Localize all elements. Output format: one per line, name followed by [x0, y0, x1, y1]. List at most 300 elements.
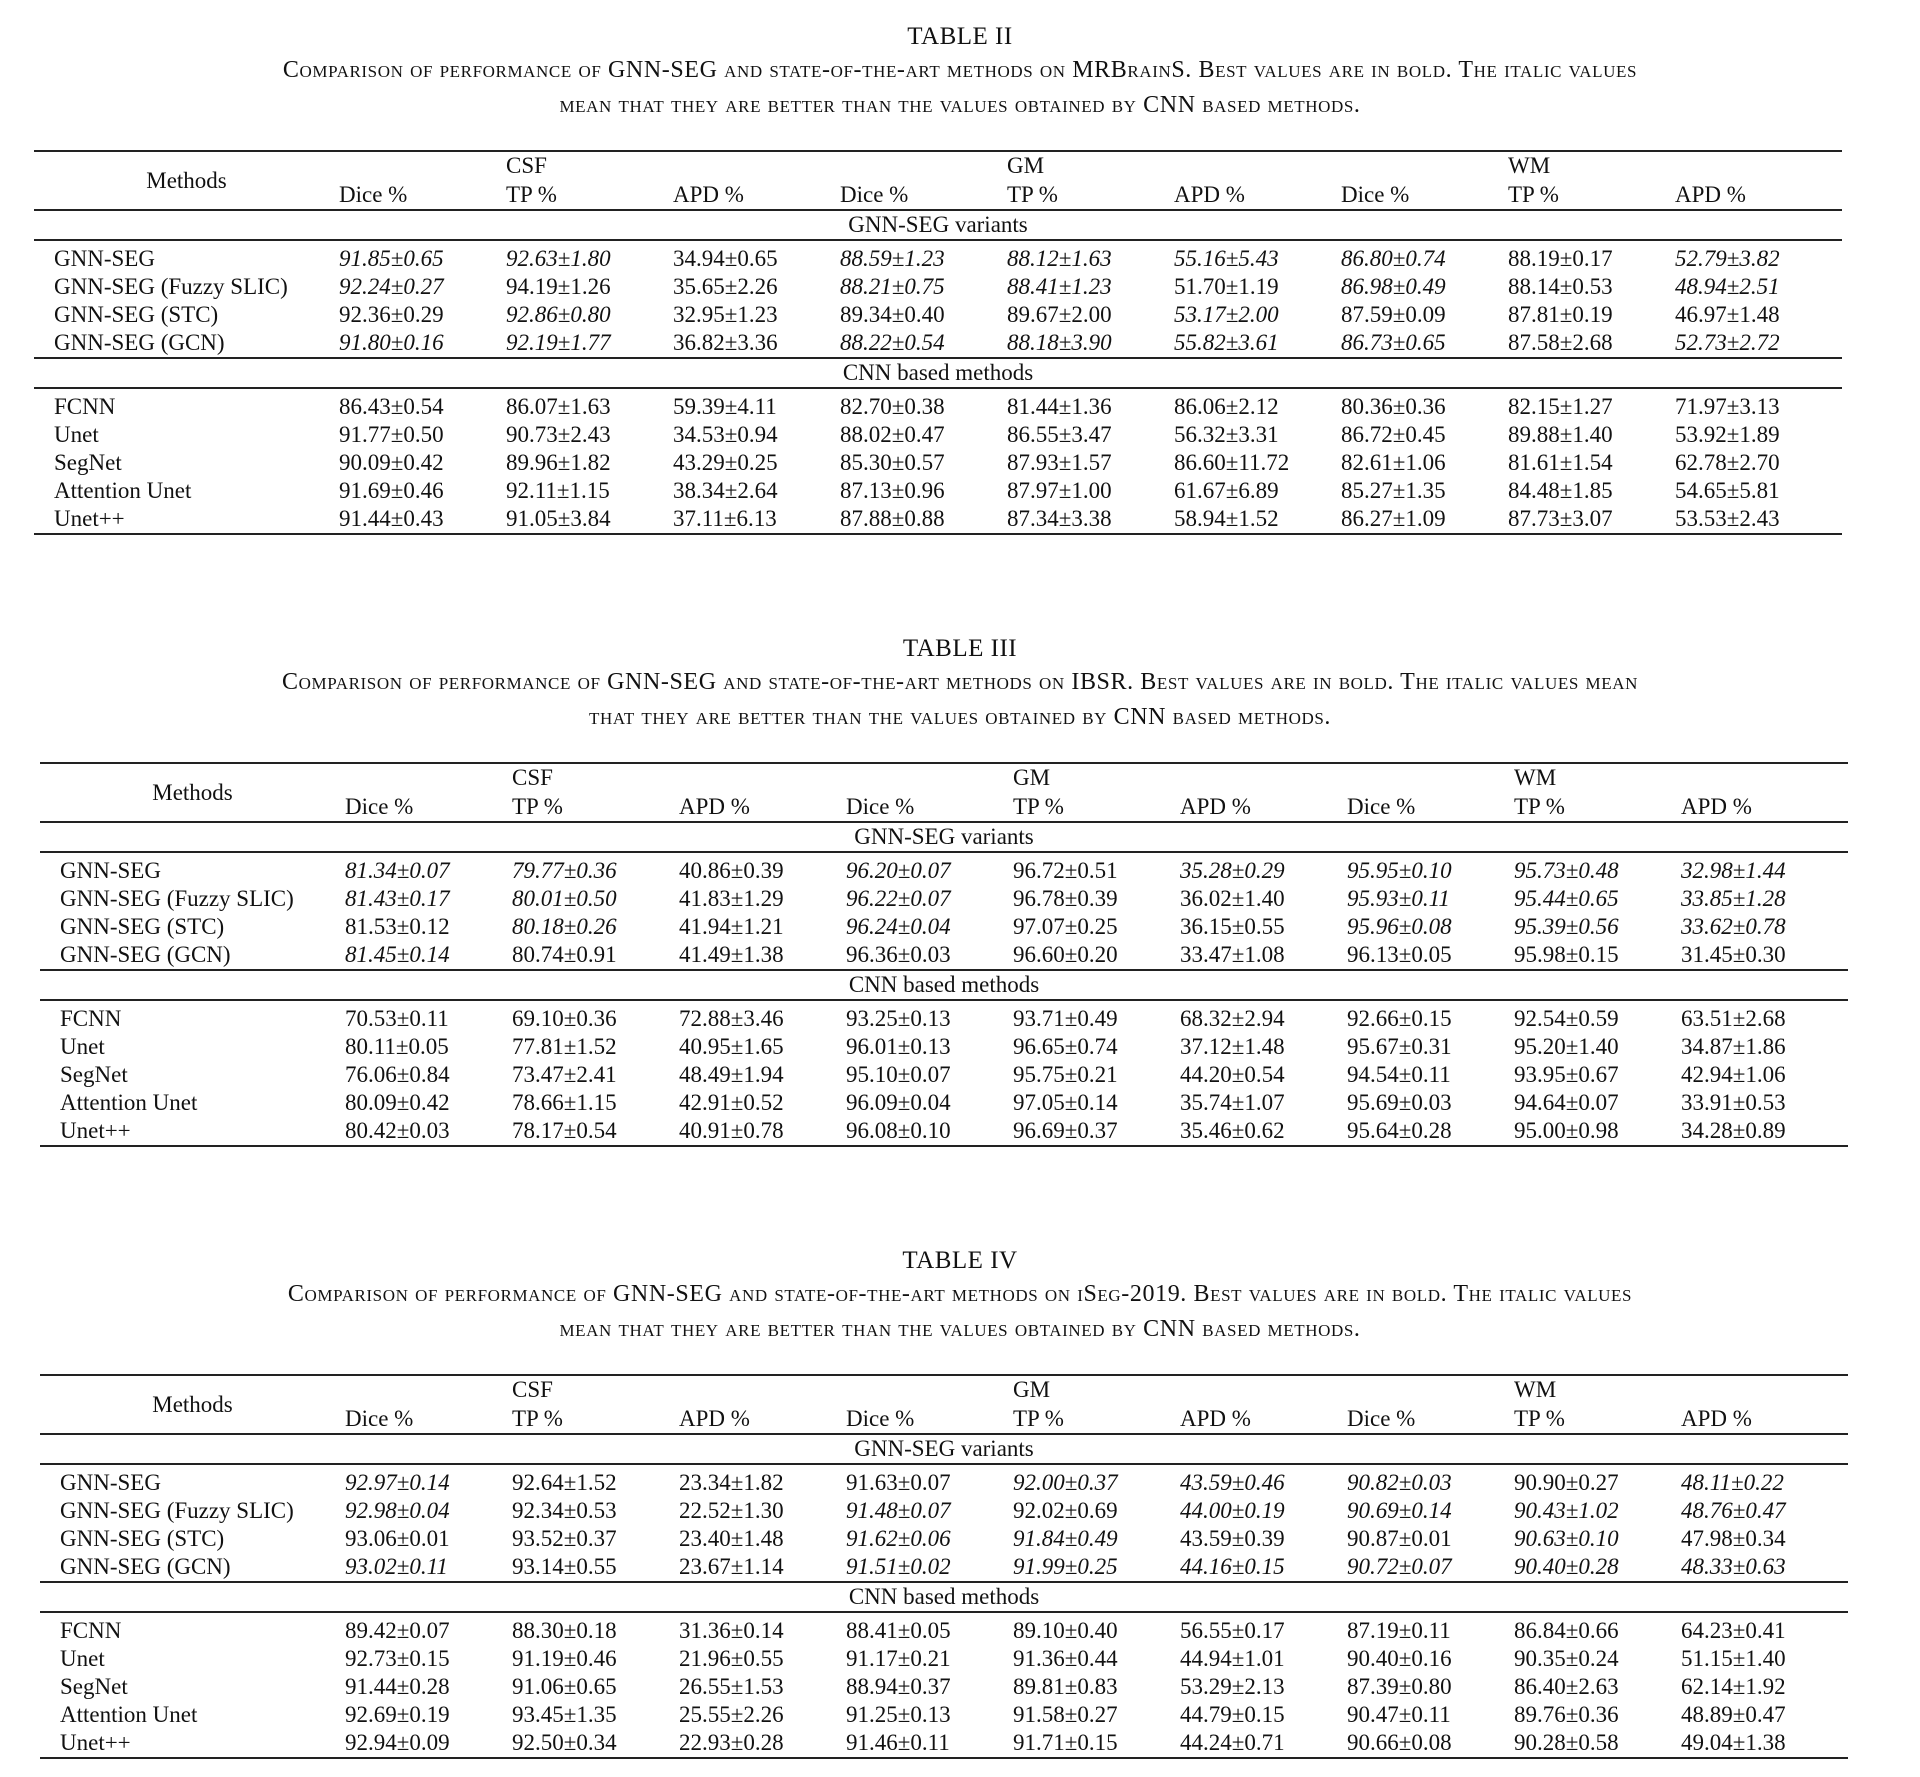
- metric-header: TP %: [1514, 1404, 1681, 1434]
- table-caption-line1: Comparison of performance of GNN-SEG and state-of-the-art methods on iSeg-2019. Best values are in bold. The italic values: [287, 1281, 1633, 1307]
- metric-cell: 96.13±0.05: [1347, 942, 1452, 967]
- metric-cell: 78.66±1.15: [512, 1090, 617, 1115]
- metric-cell: 40.86±0.39: [679, 858, 784, 883]
- group-label: GNN-SEG variants: [34, 210, 1842, 240]
- metric-cell: 46.97±1.48: [1675, 302, 1780, 327]
- metric-cell: 95.10±0.07: [846, 1062, 951, 1087]
- table-row: [40, 913, 1848, 941]
- metric-cell: 59.39±4.11: [673, 394, 777, 419]
- metric-cell: 40.95±1.65: [679, 1034, 784, 1059]
- metric-cell: 71.97±3.13: [1675, 394, 1780, 419]
- table-row: [40, 1000, 1848, 1033]
- metric-cell: 85.27±1.35: [1341, 478, 1446, 503]
- metric-cell: 22.93±0.28: [679, 1729, 846, 1758]
- metric-cell: 90.63±0.10: [1514, 1526, 1619, 1551]
- metric-cell: 91.51±0.02: [846, 1554, 951, 1579]
- header-spacer: [1180, 1375, 1347, 1404]
- metric-cell: 90.40±0.28: [1514, 1554, 1619, 1579]
- metric-cell: 33.47±1.08: [1180, 942, 1285, 967]
- metric-cell: 47.98±0.34: [1681, 1526, 1786, 1551]
- metric-cell: 44.20±0.54: [1180, 1062, 1285, 1087]
- metric-cell: 96.69±0.37: [1013, 1117, 1180, 1146]
- method-name: GNN-SEG (GCN): [54, 330, 225, 355]
- table-row: [40, 1645, 1848, 1673]
- group-header: WM: [1508, 151, 1675, 180]
- metric-cell: 97.07±0.25: [1013, 914, 1118, 939]
- metric-cell: 93.52±0.37: [512, 1526, 617, 1551]
- metric-cell: 23.67±1.14: [679, 1554, 784, 1579]
- table-row: [34, 505, 1842, 534]
- metric-cell: 96.65±0.74: [1013, 1034, 1118, 1059]
- table-row: [40, 1673, 1848, 1701]
- metric-cell: 89.67±2.00: [1007, 302, 1112, 327]
- metric-cell: 91.19±0.46: [512, 1646, 617, 1671]
- metric-cell: 35.65±2.26: [673, 274, 778, 299]
- metric-cell: 92.11±1.15: [506, 478, 610, 503]
- metric-cell: 95.20±1.40: [1514, 1034, 1619, 1059]
- table-title: TABLE III: [902, 635, 1018, 662]
- metric-cell: 52.73±2.72: [1675, 330, 1780, 355]
- metric-cell: 89.42±0.07: [345, 1618, 450, 1643]
- metric-cell: 48.11±0.22: [1681, 1470, 1784, 1495]
- metric-cell: 92.64±1.52: [512, 1470, 617, 1495]
- metric-cell: 96.36±0.03: [846, 942, 951, 967]
- metric-cell: 90.69±0.14: [1347, 1498, 1452, 1523]
- header-spacer: [1347, 1375, 1514, 1404]
- metric-cell: 88.22±0.54: [840, 330, 945, 355]
- table-row: [40, 1553, 1848, 1582]
- group-header: GM: [1013, 1375, 1180, 1404]
- metric-cell: 95.73±0.48: [1514, 858, 1619, 883]
- metric-cell: 88.21±0.75: [840, 274, 945, 299]
- method-name: Unet++: [34, 505, 339, 534]
- metric-cell: 48.89±0.47: [1681, 1702, 1786, 1727]
- metric-cell: 95.00±0.98: [1514, 1117, 1681, 1146]
- metric-header: Dice %: [840, 180, 1007, 210]
- metric-cell: 41.94±1.21: [679, 914, 784, 939]
- group-label: GNN-SEG variants: [40, 822, 1848, 852]
- metric-cell: 80.09±0.42: [345, 1090, 450, 1115]
- metric-cell: 90.35±0.24: [1514, 1646, 1619, 1671]
- metric-cell: 92.73±0.15: [345, 1646, 450, 1671]
- metric-cell: 91.48±0.07: [846, 1498, 951, 1523]
- table-row: [40, 1061, 1848, 1089]
- metric-cell: 87.39±0.80: [1347, 1674, 1452, 1699]
- metric-cell: 79.77±0.36: [512, 858, 617, 883]
- metric-cell: 26.55±1.53: [679, 1674, 784, 1699]
- metric-cell: 44.94±1.01: [1180, 1646, 1285, 1671]
- metric-cell: 93.06±0.01: [345, 1526, 450, 1551]
- metric-cell: 95.67±0.31: [1347, 1034, 1452, 1059]
- method-name: GNN-SEG (Fuzzy SLIC): [60, 1498, 294, 1523]
- metric-cell: 58.94±1.52: [1174, 505, 1341, 534]
- metric-cell: 62.78±2.70: [1675, 450, 1780, 475]
- metric-cell: 91.69±0.46: [339, 478, 444, 503]
- metric-cell: 56.32±3.31: [1174, 422, 1279, 447]
- table-block-iii: [30, 634, 1890, 1143]
- table-row: [40, 1033, 1848, 1061]
- table-caption-line2: mean that they are better than the values obtained by CNN based methods.: [559, 1316, 1361, 1342]
- metric-cell: 38.34±2.64: [673, 478, 778, 503]
- method-name: Unet++: [40, 1117, 345, 1146]
- methods-header: Methods: [40, 763, 345, 822]
- metric-cell: 82.15±1.27: [1508, 394, 1613, 419]
- metric-cell: 89.76±0.36: [1514, 1702, 1619, 1727]
- header-spacer: [1341, 151, 1508, 180]
- metric-cell: 91.44±0.43: [339, 505, 506, 534]
- metric-cell: 92.19±1.77: [506, 330, 611, 355]
- metric-cell: 54.65±5.81: [1675, 478, 1780, 503]
- metric-cell: 61.67±6.89: [1174, 478, 1279, 503]
- metric-cell: 80.01±0.50: [512, 886, 617, 911]
- table-row: [40, 1525, 1848, 1553]
- metric-cell: 88.41±1.23: [1007, 274, 1112, 299]
- metric-cell: 36.02±1.40: [1180, 886, 1285, 911]
- metric-cell: 93.95±0.67: [1514, 1062, 1619, 1087]
- metric-cell: 49.04±1.38: [1681, 1729, 1848, 1758]
- table-title: TABLE II: [907, 23, 1013, 50]
- header-spacer: [846, 763, 1013, 792]
- metric-cell: 33.91±0.53: [1681, 1090, 1786, 1115]
- metric-cell: 96.72±0.51: [1013, 858, 1118, 883]
- metric-cell: 90.40±0.16: [1347, 1646, 1452, 1671]
- metric-cell: 91.05±3.84: [506, 505, 673, 534]
- method-name: FCNN: [60, 1618, 122, 1643]
- metric-cell: 89.88±1.40: [1508, 422, 1613, 447]
- metric-cell: 56.55±0.17: [1180, 1618, 1285, 1643]
- metric-cell: 81.45±0.14: [345, 942, 450, 967]
- metric-cell: 69.10±0.36: [512, 1006, 617, 1031]
- metric-cell: 93.25±0.13: [846, 1006, 951, 1031]
- table-caption-line1: Comparison of performance of GNN-SEG and state-of-the-art methods on IBSR. Best values are in bold. The italic values mean: [282, 669, 1638, 695]
- metric-cell: 72.88±3.46: [679, 1006, 784, 1031]
- metric-cell: 40.91±0.78: [679, 1117, 846, 1146]
- metric-cell: 34.87±1.86: [1681, 1034, 1786, 1059]
- metric-cell: 87.93±1.57: [1007, 450, 1112, 475]
- metric-cell: 23.34±1.82: [679, 1470, 784, 1495]
- metric-cell: 52.79±3.82: [1675, 246, 1780, 271]
- metric-cell: 41.49±1.38: [679, 942, 784, 967]
- table-row: [34, 329, 1842, 358]
- metric-cell: 42.94±1.06: [1681, 1062, 1786, 1087]
- header-spacer: [1681, 763, 1848, 792]
- metric-cell: 91.85±0.65: [339, 246, 444, 271]
- metric-header: APD %: [1180, 792, 1347, 822]
- table-block-ii: [30, 22, 1890, 531]
- metric-cell: 62.14±1.92: [1681, 1674, 1786, 1699]
- metric-cell: 86.72±0.45: [1341, 422, 1446, 447]
- group-header: CSF: [512, 1375, 679, 1404]
- header-row-groups: [40, 763, 1848, 792]
- metric-cell: 37.11±6.13: [673, 505, 840, 534]
- group-header: WM: [1514, 1375, 1681, 1404]
- metric-cell: 96.22±0.07: [846, 886, 951, 911]
- table-title: TABLE IV: [902, 1247, 1018, 1274]
- metric-cell: 87.88±0.88: [840, 505, 1007, 534]
- table-row: [34, 388, 1842, 421]
- metric-cell: 92.97±0.14: [345, 1470, 450, 1495]
- metric-header: APD %: [673, 180, 840, 210]
- metric-cell: 81.43±0.17: [345, 886, 450, 911]
- table-caption-line2: mean that they are better than the values obtained by CNN based methods.: [559, 92, 1361, 118]
- metric-cell: 44.16±0.15: [1180, 1554, 1285, 1579]
- metric-cell: 90.28±0.58: [1514, 1729, 1681, 1758]
- group-header: GM: [1013, 763, 1180, 792]
- metric-cell: 64.23±0.41: [1681, 1618, 1786, 1643]
- metric-cell: 68.32±2.94: [1180, 1006, 1285, 1031]
- metric-cell: 92.34±0.53: [512, 1498, 617, 1523]
- metric-cell: 91.25±0.13: [846, 1702, 951, 1727]
- group-label: CNN based methods: [40, 970, 1848, 1000]
- metric-cell: 93.14±0.55: [512, 1554, 617, 1579]
- metric-cell: 43.59±0.39: [1180, 1526, 1285, 1551]
- metric-cell: 88.41±0.05: [846, 1618, 951, 1643]
- metric-cell: 81.61±1.54: [1508, 450, 1613, 475]
- metric-cell: 34.94±0.65: [673, 246, 778, 271]
- table-row: [40, 1497, 1848, 1525]
- metric-header: TP %: [1508, 180, 1675, 210]
- results-table: [40, 762, 1848, 1147]
- method-name: Attention Unet: [60, 1090, 198, 1115]
- method-name: Unet: [60, 1646, 105, 1671]
- metric-cell: 86.80±0.74: [1341, 246, 1446, 271]
- method-name: Attention Unet: [54, 478, 192, 503]
- metric-cell: 70.53±0.11: [345, 1006, 449, 1031]
- metric-cell: 90.66±0.08: [1347, 1729, 1514, 1758]
- metric-cell: 95.69±0.03: [1347, 1090, 1452, 1115]
- group-label: CNN based methods: [40, 1582, 1848, 1612]
- metric-cell: 94.54±0.11: [1347, 1062, 1451, 1087]
- metric-cell: 92.94±0.09: [345, 1729, 512, 1758]
- table-row: [40, 941, 1848, 970]
- table-block-iv: [30, 1246, 1890, 1755]
- metric-cell: 96.24±0.04: [846, 914, 951, 939]
- metric-cell: 32.95±1.23: [673, 302, 778, 327]
- table-row: [40, 852, 1848, 885]
- metric-cell: 95.64±0.28: [1347, 1117, 1514, 1146]
- metric-header: TP %: [512, 792, 679, 822]
- metric-cell: 33.85±1.28: [1681, 886, 1786, 911]
- metric-cell: 91.71±0.15: [1013, 1729, 1180, 1758]
- metric-cell: 92.63±1.80: [506, 246, 611, 271]
- method-name: GNN-SEG (STC): [60, 1526, 225, 1551]
- metric-cell: 55.16±5.43: [1174, 246, 1279, 271]
- method-name: GNN-SEG: [60, 1470, 161, 1495]
- metric-cell: 87.58±2.68: [1508, 330, 1613, 355]
- metric-header: Dice %: [1347, 1404, 1514, 1434]
- methods-header: Methods: [34, 151, 339, 210]
- metric-cell: 82.61±1.06: [1341, 450, 1446, 475]
- metric-cell: 36.15±0.55: [1180, 914, 1285, 939]
- metric-header: Dice %: [846, 792, 1013, 822]
- metric-cell: 21.96±0.55: [679, 1646, 784, 1671]
- metric-header: Dice %: [1341, 180, 1508, 210]
- metric-cell: 88.59±1.23: [840, 246, 945, 271]
- metric-header: TP %: [1013, 792, 1180, 822]
- table-row: [40, 1612, 1848, 1645]
- header-row-groups: [40, 1375, 1848, 1404]
- metric-cell: 25.55±2.26: [679, 1702, 784, 1727]
- metric-cell: 81.34±0.07: [345, 858, 450, 883]
- table-row: [40, 1464, 1848, 1497]
- metric-cell: 87.81±0.19: [1508, 302, 1613, 327]
- metric-cell: 95.95±0.10: [1347, 858, 1452, 883]
- metric-cell: 91.06±0.65: [512, 1674, 617, 1699]
- metric-header: Dice %: [345, 792, 512, 822]
- metric-cell: 33.62±0.78: [1681, 914, 1786, 939]
- metric-cell: 90.73±2.43: [506, 422, 611, 447]
- metric-cell: 88.18±3.90: [1007, 330, 1112, 355]
- table-row: [34, 421, 1842, 449]
- metric-header: APD %: [679, 1404, 846, 1434]
- metric-header: Dice %: [339, 180, 506, 210]
- header-spacer: [1347, 763, 1514, 792]
- metric-cell: 92.98±0.04: [345, 1498, 450, 1523]
- metric-cell: 82.70±0.38: [840, 394, 945, 419]
- header-spacer: [345, 1375, 512, 1404]
- header-spacer: [1675, 151, 1842, 180]
- metric-cell: 95.44±0.65: [1514, 886, 1619, 911]
- group-header: GM: [1007, 151, 1174, 180]
- header-row-groups: [34, 151, 1842, 180]
- metric-cell: 88.94±0.37: [846, 1674, 951, 1699]
- metric-cell: 90.82±0.03: [1347, 1470, 1452, 1495]
- header-spacer: [345, 763, 512, 792]
- table-caption-line1: Comparison of performance of GNN-SEG and state-of-the-art methods on MRBrainS. Best values are in bold. The italic values: [282, 57, 1638, 83]
- header-spacer: [339, 151, 506, 180]
- metric-cell: 87.97±1.00: [1007, 478, 1112, 503]
- header-spacer: [679, 763, 846, 792]
- table-row: [34, 273, 1842, 301]
- metric-header: APD %: [1681, 792, 1848, 822]
- metric-cell: 92.00±0.37: [1013, 1470, 1118, 1495]
- metric-cell: 35.28±0.29: [1180, 858, 1285, 883]
- table-row: [40, 1117, 1848, 1146]
- method-name: GNN-SEG (GCN): [60, 1554, 231, 1579]
- metric-cell: 91.58±0.27: [1013, 1702, 1118, 1727]
- group-header: CSF: [512, 763, 679, 792]
- metric-cell: 90.90±0.27: [1514, 1470, 1619, 1495]
- metric-cell: 93.02±0.11: [345, 1554, 448, 1579]
- header-spacer: [1180, 763, 1347, 792]
- header-spacer: [846, 1375, 1013, 1404]
- metric-header: TP %: [1007, 180, 1174, 210]
- metric-cell: 93.45±1.35: [512, 1702, 617, 1727]
- metric-cell: 55.82±3.61: [1174, 330, 1279, 355]
- metric-header: APD %: [1180, 1404, 1347, 1434]
- metric-cell: 48.33±0.63: [1681, 1554, 1786, 1579]
- metric-cell: 87.59±0.09: [1341, 302, 1446, 327]
- metric-cell: 76.06±0.84: [345, 1062, 450, 1087]
- metric-cell: 87.13±0.96: [840, 478, 945, 503]
- group-label: CNN based methods: [34, 358, 1842, 388]
- metric-header: Dice %: [1347, 792, 1514, 822]
- metric-cell: 77.81±1.52: [512, 1034, 617, 1059]
- metric-cell: 96.01±0.13: [846, 1034, 951, 1059]
- metric-cell: 84.48±1.85: [1508, 478, 1613, 503]
- metric-cell: 96.20±0.07: [846, 858, 951, 883]
- metric-cell: 48.49±1.94: [679, 1062, 784, 1087]
- metric-cell: 81.53±0.12: [345, 914, 450, 939]
- group-row: [40, 1434, 1848, 1464]
- metric-cell: 34.28±0.89: [1681, 1117, 1848, 1146]
- header-spacer: [1681, 1375, 1848, 1404]
- metric-cell: 73.47±2.41: [512, 1062, 617, 1087]
- method-name: SegNet: [60, 1062, 128, 1087]
- method-name: Unet: [54, 422, 99, 447]
- metric-cell: 91.84±0.49: [1013, 1526, 1118, 1551]
- metric-cell: 86.27±1.09: [1341, 505, 1508, 534]
- metric-cell: 96.60±0.20: [1013, 942, 1118, 967]
- metric-cell: 63.51±2.68: [1681, 1006, 1786, 1031]
- metric-cell: 95.96±0.08: [1347, 914, 1452, 939]
- table-caption-line2: that they are better than the values obtained by CNN based methods.: [588, 704, 1331, 730]
- metric-cell: 87.34±3.38: [1007, 505, 1174, 534]
- table-row: [34, 477, 1842, 505]
- metric-cell: 92.50±0.34: [512, 1729, 679, 1758]
- method-name: GNN-SEG (GCN): [60, 942, 231, 967]
- metric-cell: 92.02±0.69: [1013, 1498, 1118, 1523]
- metric-cell: 86.07±1.63: [506, 394, 611, 419]
- metric-cell: 92.86±0.80: [506, 302, 611, 327]
- metric-cell: 92.24±0.27: [339, 274, 444, 299]
- metric-cell: 90.72±0.07: [1347, 1554, 1452, 1579]
- metric-cell: 35.74±1.07: [1180, 1090, 1285, 1115]
- table-row: [34, 301, 1842, 329]
- results-table: [40, 1374, 1848, 1759]
- metric-cell: 95.98±0.15: [1514, 942, 1619, 967]
- table-row: [40, 1701, 1848, 1729]
- metric-cell: 91.77±0.50: [339, 422, 444, 447]
- metric-header: APD %: [679, 792, 846, 822]
- metric-cell: 88.14±0.53: [1508, 274, 1613, 299]
- method-name: SegNet: [60, 1674, 128, 1699]
- metric-cell: 92.66±0.15: [1347, 1006, 1452, 1031]
- metric-cell: 92.69±0.19: [345, 1702, 450, 1727]
- metric-cell: 91.62±0.06: [846, 1526, 951, 1551]
- metric-cell: 48.76±0.47: [1681, 1498, 1786, 1523]
- metric-cell: 91.44±0.28: [345, 1674, 450, 1699]
- metric-cell: 81.44±1.36: [1007, 394, 1112, 419]
- metric-cell: 31.45±0.30: [1681, 942, 1786, 967]
- metric-cell: 43.29±0.25: [673, 450, 778, 475]
- metric-cell: 86.60±11.72: [1174, 450, 1290, 475]
- header-spacer: [840, 151, 1007, 180]
- metric-cell: 89.10±0.40: [1013, 1618, 1118, 1643]
- method-name: FCNN: [54, 394, 116, 419]
- metric-header: TP %: [506, 180, 673, 210]
- method-name: Unet++: [40, 1729, 345, 1758]
- table-row: [40, 1729, 1848, 1758]
- group-row: [40, 822, 1848, 852]
- metric-cell: 91.63±0.07: [846, 1470, 951, 1495]
- group-header: WM: [1514, 763, 1681, 792]
- metric-header: TP %: [1013, 1404, 1180, 1434]
- metric-cell: 43.59±0.46: [1180, 1470, 1285, 1495]
- metric-cell: 91.46±0.11: [846, 1729, 1013, 1758]
- metric-cell: 78.17±0.54: [512, 1117, 679, 1146]
- method-name: GNN-SEG (STC): [60, 914, 225, 939]
- metric-cell: 86.55±3.47: [1007, 422, 1112, 447]
- metric-cell: 23.40±1.48: [679, 1526, 784, 1551]
- metric-header: APD %: [1174, 180, 1341, 210]
- metric-cell: 37.12±1.48: [1180, 1034, 1285, 1059]
- metric-cell: 88.12±1.63: [1007, 246, 1112, 271]
- metric-cell: 51.70±1.19: [1174, 274, 1279, 299]
- metric-cell: 44.79±0.15: [1180, 1702, 1285, 1727]
- metric-cell: 53.17±2.00: [1174, 302, 1279, 327]
- metric-cell: 92.54±0.59: [1514, 1006, 1619, 1031]
